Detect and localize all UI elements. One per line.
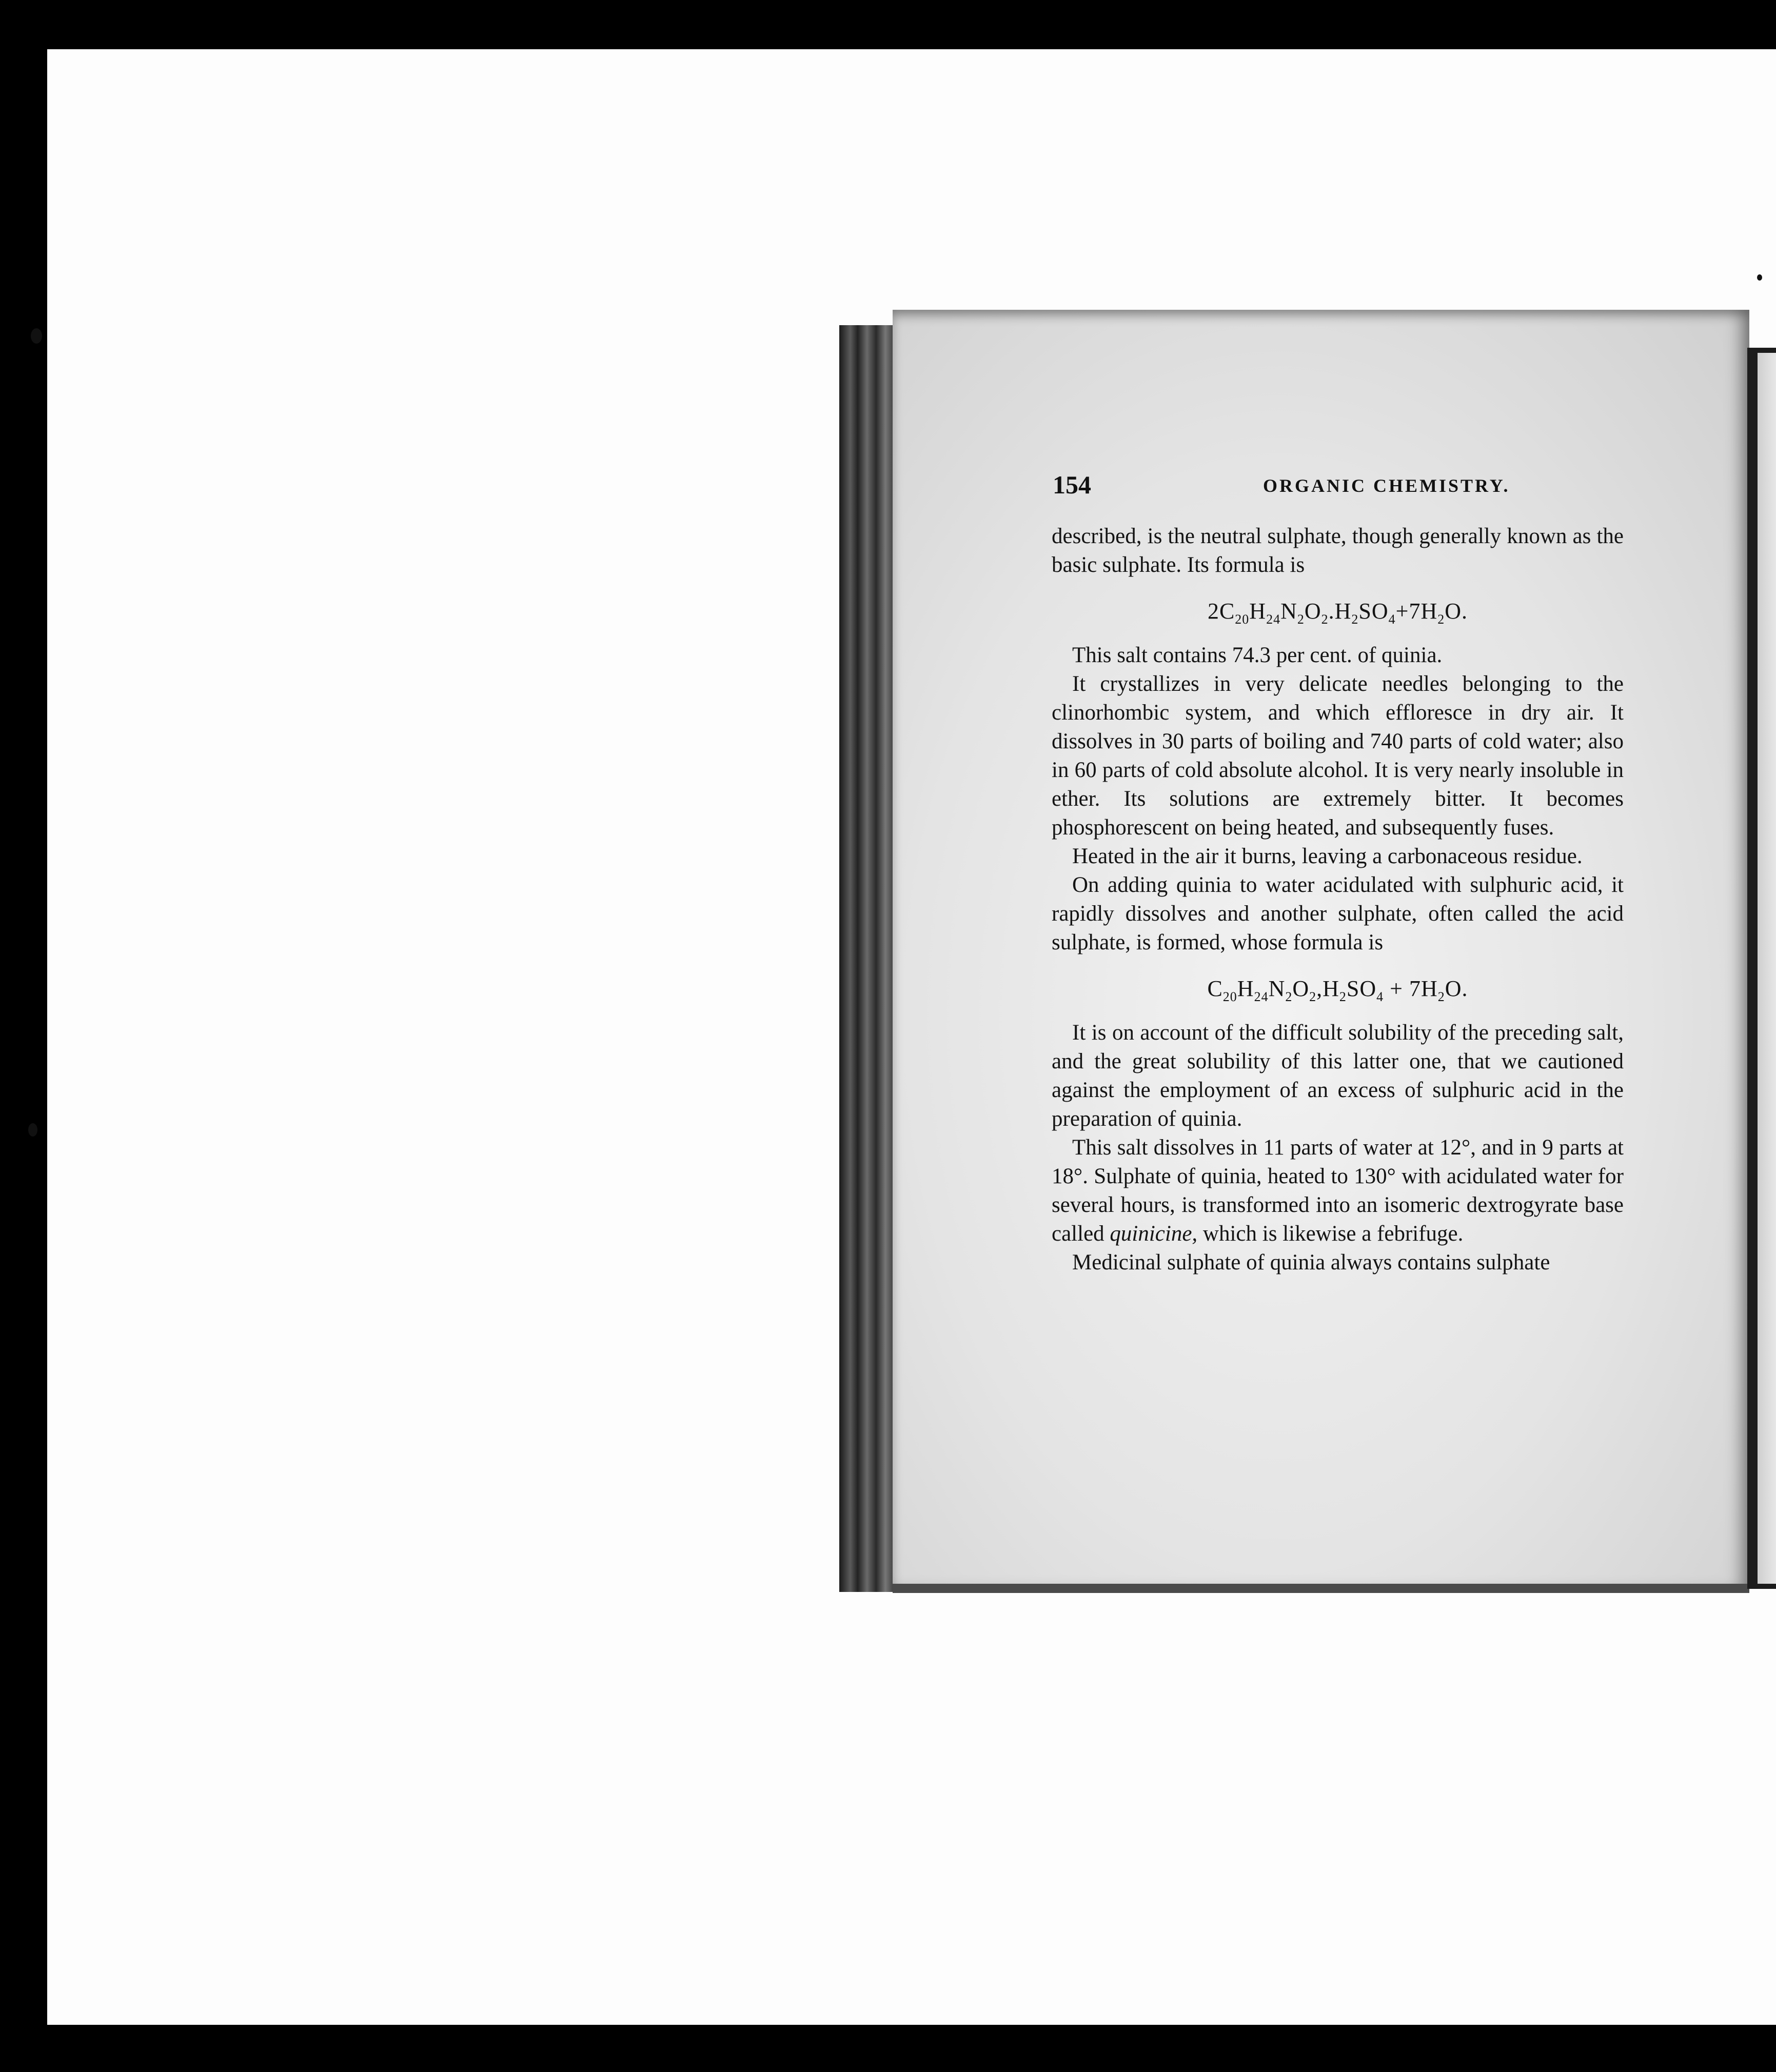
book-cover-bottom [893, 1584, 1749, 1593]
running-head [1053, 470, 1625, 501]
paragraph: Medicinal sulphate of quinia always contains sulphate [1072, 1250, 1550, 1274]
paragraph: It is on account of the difficult solubility of the preceding salt, and the great solubility of this latter one, that we cautioned against the employment of an excess of sulphuric acid in the preparation of quinia. [1052, 1021, 1624, 1131]
paragraph: On adding quinia to water acidulated with sulphuric acid, it rapidly dissolves and another sulphate, often called the acid sulphate, is formed, whose formula is [1052, 873, 1624, 954]
page-number: 154 [1053, 470, 1091, 499]
paragraph: It crystallizes in very delicate needles belonging to the clinorhombic system, and which effloresce in dry air. It dissolves in 30 parts of boiling and 740 parts of cold water; also in 60 parts of cold absolute alcohol. It is very nearly insoluble in ether. Its solutions are extremely bitter. It becomes phosphorescent on being heated, and subsequently fuses. [1052, 672, 1624, 840]
page-body [1052, 522, 1624, 1277]
chemical-formula: $2C_{20}H_{24}N_2O_2.H_2SO_4+7H_2O$. [1207, 599, 1468, 627]
paragraph: This salt dissolves in 11 parts of water at 12°, and in 9 parts at 18°. Sulphate of quinia, heated to 130° with acidulated water for several hours, is transformed into an isomeric dextrogyrate base called quinicine, which is likewise a febrifuge. [1052, 1135, 1624, 1246]
paragraph: This salt contains 74.3 per cent. of quinia. [1072, 643, 1443, 667]
book-page-edges [839, 325, 901, 1592]
film-speck [31, 328, 42, 344]
paragraph: described, is the neutral sulphate, though generally known as the basic sulphate. Its formula is [1052, 524, 1624, 577]
film-speck [28, 1123, 37, 1137]
film-speck [1757, 274, 1762, 281]
facing-page-edge [1758, 353, 1776, 1584]
film-border-bottom [0, 2058, 1776, 2072]
film-border-top [0, 0, 1776, 12]
paragraph: Heated in the air it burns, leaving a carbonaceous residue. [1072, 844, 1583, 868]
running-head-title: ORGANIC CHEMISTRY. [1263, 475, 1510, 496]
italic-term: quinicine, [1110, 1222, 1198, 1246]
chemical-formula: $C_{20}H_{24}N_2O_2,H_2SO_4 + 7H_2O$. [1207, 976, 1468, 1004]
